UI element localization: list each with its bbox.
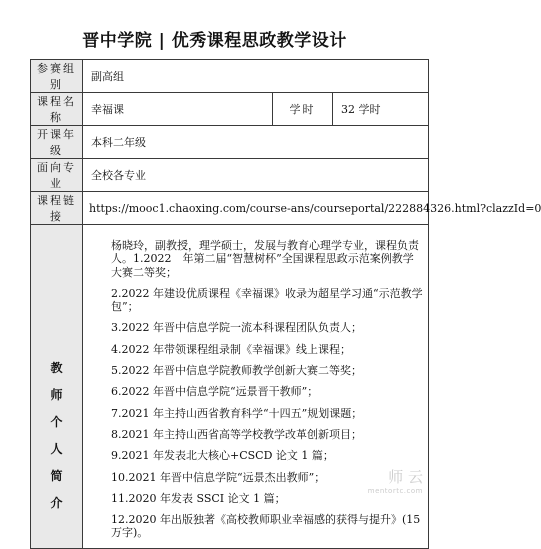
grade-label: 开课年级 xyxy=(31,126,83,159)
watermark-text: 师 云 xyxy=(388,468,423,486)
course-link[interactable]: https://mooc1.chaoxing.com/course-ans/courseportal/222884326.html?clazzId=0 xyxy=(83,192,429,225)
bio-item: 10.2021 年晋中信息学院“远景杰出教师”； xyxy=(111,470,326,484)
bio-item: 6.2022 年晋中信息学院“远景晋干教师”； xyxy=(111,385,319,399)
row-group xyxy=(31,60,429,93)
row-grade xyxy=(31,126,429,159)
bio-label-char: 简 xyxy=(50,469,63,483)
bio-label-char: 师 xyxy=(50,388,63,402)
bio-label xyxy=(31,225,83,549)
grade-value: 本科二年级 xyxy=(83,126,429,159)
bio-item: 4.2022 年带领课程组录制《幸福课》线上课程； xyxy=(111,342,351,356)
row-bio xyxy=(31,225,429,549)
bio-item: 3.2022 年晋中信息学院一流本科课程团队负责人； xyxy=(111,321,362,335)
bio-label-char: 教 xyxy=(50,361,63,375)
page-title: 晋中学院 | 优秀课程思政教学设计 xyxy=(82,31,347,51)
bio-item: 12.2020 年出版独著《高校教师职业幸福感的获得与提升》(15 万字)。 xyxy=(111,513,421,540)
bio-label-char: 个 xyxy=(50,415,63,429)
row-major xyxy=(31,159,429,192)
bio-item: 5.2022 年晋中信息学院教师教学创新大赛二等奖； xyxy=(111,364,362,378)
bio-label-char: 人 xyxy=(50,442,63,456)
watermark-logo xyxy=(368,470,423,498)
row-course xyxy=(31,93,429,126)
link-label: 课程链接 xyxy=(31,192,83,225)
bio-label-vertical-text xyxy=(31,355,82,517)
hours-value: 32 学时 xyxy=(333,93,429,126)
course-value: 幸福课 xyxy=(83,93,273,126)
bio-item: 2.2022 年建设优质课程《幸福课》收录为超星学习通“示范教学包”； xyxy=(111,286,423,314)
watermark-sub: mentortc.com xyxy=(367,487,423,495)
row-link xyxy=(31,192,429,225)
bio-item: 7.2021 年主持山西省教育科学“十四五”规划课题； xyxy=(111,406,363,420)
group-value: 副高组 xyxy=(83,60,429,93)
bio-intro: 杨晓玲，副教授，理学硕士，发展与教育心理学专业，课程负责人。1.2022 年第二届“智慧树杯”全国课程思政示范案例教学大赛二等奖； xyxy=(111,239,419,279)
bio-list xyxy=(111,287,424,540)
bio-item: 9.2021 年发表北大核心+CSCD 论文 1 篇； xyxy=(111,449,334,463)
major-value: 全校各专业 xyxy=(83,159,429,192)
hours-label: 学时 xyxy=(273,93,333,126)
bio-label-char: 介 xyxy=(50,496,63,510)
major-label: 面向专业 xyxy=(31,159,83,192)
bio-content xyxy=(83,225,429,549)
bio-item: 8.2021 年主持山西省高等学校教学改革创新项目； xyxy=(111,427,362,441)
group-label: 参赛组别 xyxy=(31,60,83,93)
bio-item: 11.2020 年发表 SSCI 论文 1 篇； xyxy=(111,491,286,505)
course-label: 课程名称 xyxy=(31,93,83,126)
